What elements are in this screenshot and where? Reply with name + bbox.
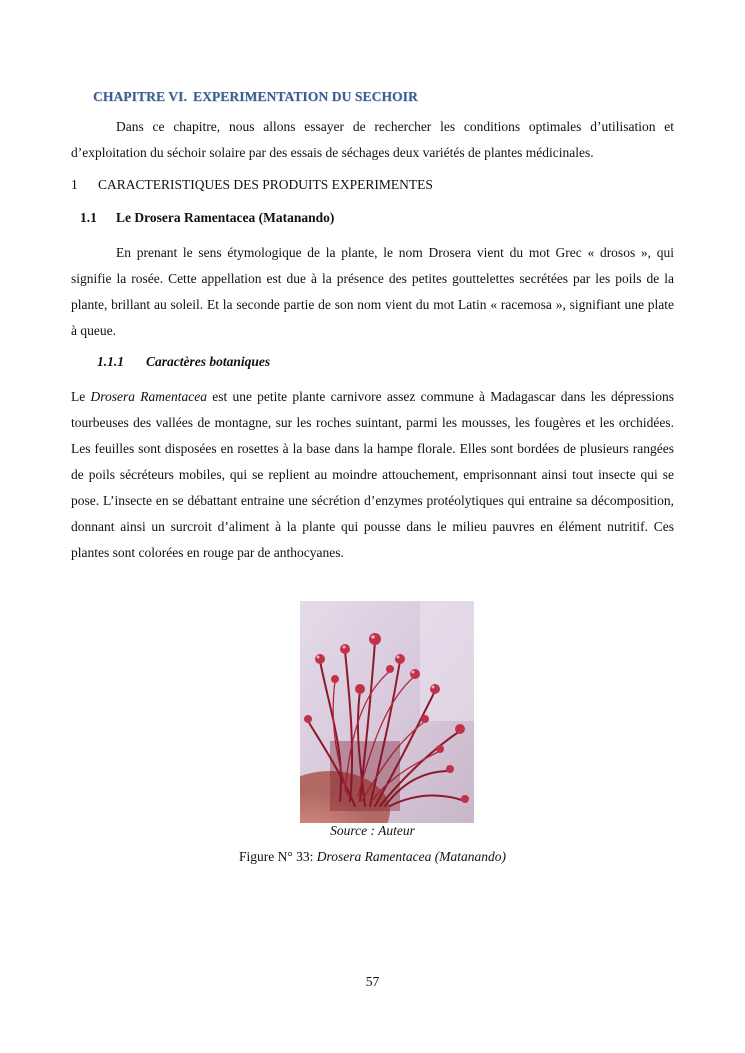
intro-paragraph: Dans ce chapitre, nous allons essayer de rechercher les conditions optimales d’utilisation et d’exploitation du séchoir solaire par des essais de séchages deux variétés de plantes médicinales. <box>71 119 674 160</box>
chapter-name: EXPERIMENTATION DU SECHOIR <box>192 89 418 104</box>
figure-caption <box>0 849 745 865</box>
section-number: 1 <box>71 177 78 192</box>
subsection-number: 1.1 <box>80 210 97 225</box>
section-heading-1 <box>71 177 433 193</box>
section-heading-1-1 <box>80 210 334 226</box>
etymology-paragraph: En prenant le sens étymologique de la plante, le nom Drosera vient du mot Grec « drosos », qui signifie la rosée. Cette appellation est due à la présence des petites gouttelettes secrétées par les poils de la plante, brillant au soleil. Et la seconde partie de son nom vient du mot Latin « racemosa », signifiant une plate à queue. <box>71 245 674 338</box>
subsubsection-number: 1.1.1 <box>97 354 124 369</box>
figure-source <box>0 823 745 839</box>
source-text: Source : Auteur <box>330 823 415 838</box>
subsection-title: Le Drosera Ramentacea (Matanando) <box>116 210 335 225</box>
chapter-label: CHAPITRE VI. <box>93 89 187 104</box>
botanic-paragraph <box>71 384 674 566</box>
page-number: 57 <box>365 974 380 989</box>
drosera-photo <box>300 601 474 823</box>
section-heading-1-1-1 <box>97 354 270 370</box>
caption-species: Drosera Ramentacea (Matanando) <box>316 849 506 864</box>
species-name: Drosera Ramentacea <box>90 389 207 404</box>
botanic-prefix: Le <box>71 389 91 404</box>
botanic-body: est une petite plante carnivore assez commune à Madagascar dans les dépressions tourbeuses des vallées de montagne, sur les roches suintant, parmi les mousses, les fougères et les orchidées. Les feuilles sont disposées en rosettes à la base dans la hampe florale. Elles sont bordées de plusieurs rangées de poils sécréteurs mobiles, qui se replient au moindre attouchement, emprisonnant ainsi tout insecte qui se pose. L’insecte en se débattant entraine une sécrétion d’enzymes protéolytiques qui entraine sa décomposition, donnant ainsi un surcroit d’aliment à la plante qui pousse dans le milieu pauvres en élément nutritif. Ces plantes sont colorées en rouge par de anthocyanes. <box>71 389 674 560</box>
chapter-title <box>93 89 418 105</box>
caption-prefix: Figure N° 33: <box>239 849 317 864</box>
section-title: CARACTERISTIQUES DES PRODUITS EXPERIMENTES <box>98 177 433 192</box>
subsubsection-title: Caractères botaniques <box>146 354 271 369</box>
